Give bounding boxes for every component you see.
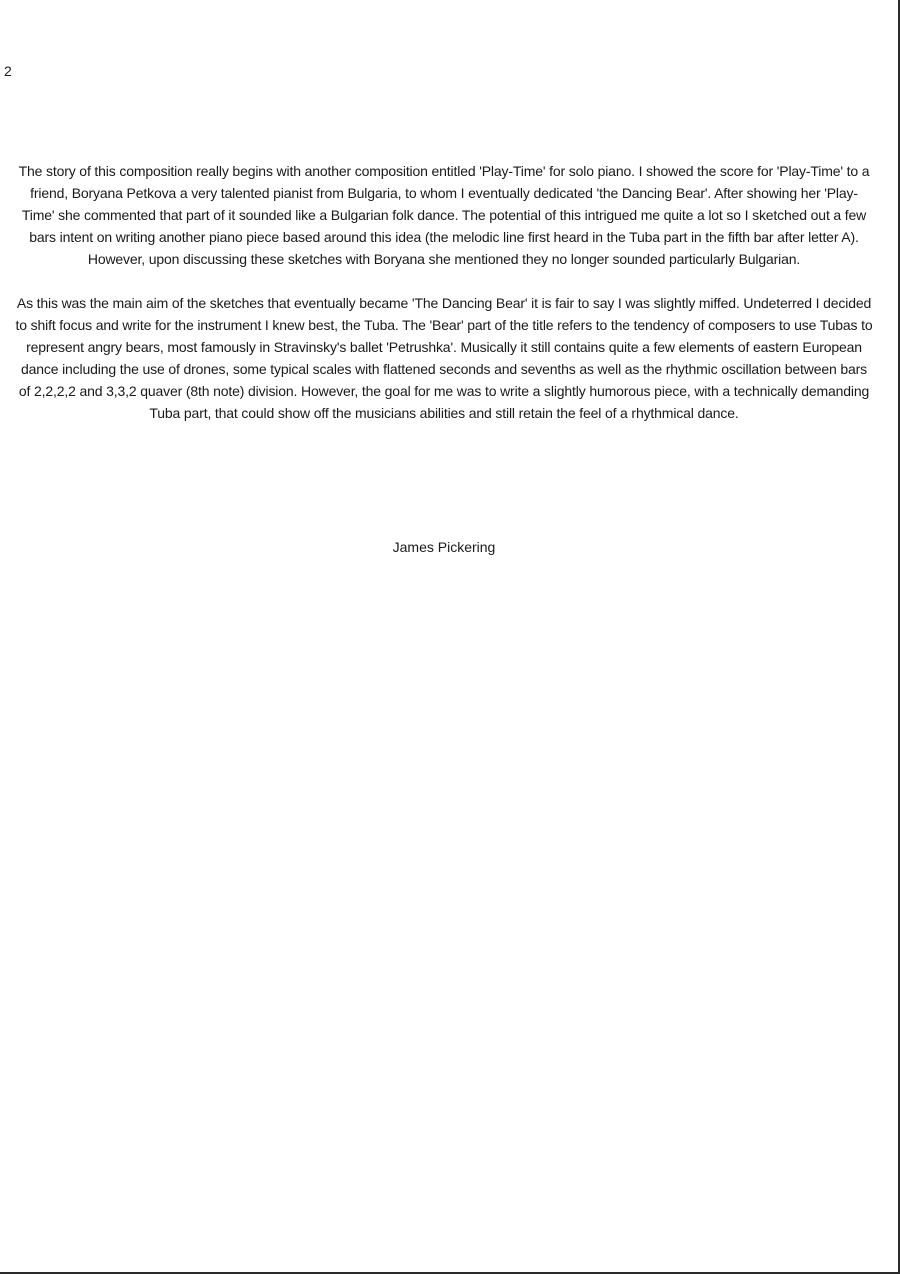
page-number: 2 xyxy=(4,63,12,79)
program-note-body xyxy=(14,160,874,446)
paragraph-1: The story of this composition really begins with another composition entitled 'Play-Time' for solo piano. I showed the score for 'Play-Time' to a friend, Boryana Petkova a very talented pianist from Bulgaria, to whom I eventually dedicated 'the Dancing Bear'. After showing her 'Play-Time' she commented that part of it sounded like a Bulgarian folk dance. The potential of this intrigued me quite a lot so I sketched out a few bars intent on writing another piano piece based around this idea (the melodic line first heard in the Tuba part in the fifth bar after letter A). However, upon discussing these sketches with Boryana she mentioned they no longer sounded particularly Bulgarian. xyxy=(18,163,870,267)
paragraph-2: As this was the main aim of the sketches that eventually became 'The Dancing Bear' it is fair to say I was slightly miffed. Undeterred I decided to shift focus and write for the instrument I knew best, the Tuba. The 'Bear' part of the title refers to the tendency of composers to use Tubas to represent angry bears, most famously in Stravinsky's ballet 'Petrushka'. Musically it still contains quite a few elements of eastern European dance including the use of drones, some typical scales with flattened seconds and sevenths as well as the rhythmic oscillation between bars of 2,2,2,2 and 3,3,2 quaver (8th note) division. However, the goal for me was to write a slightly humorous piece, with a technically demanding Tuba part, that could show off the musicians abilities and still retain the feel of a rhythmical dance. xyxy=(15,295,873,421)
author-signature: James Pickering xyxy=(392,539,496,555)
